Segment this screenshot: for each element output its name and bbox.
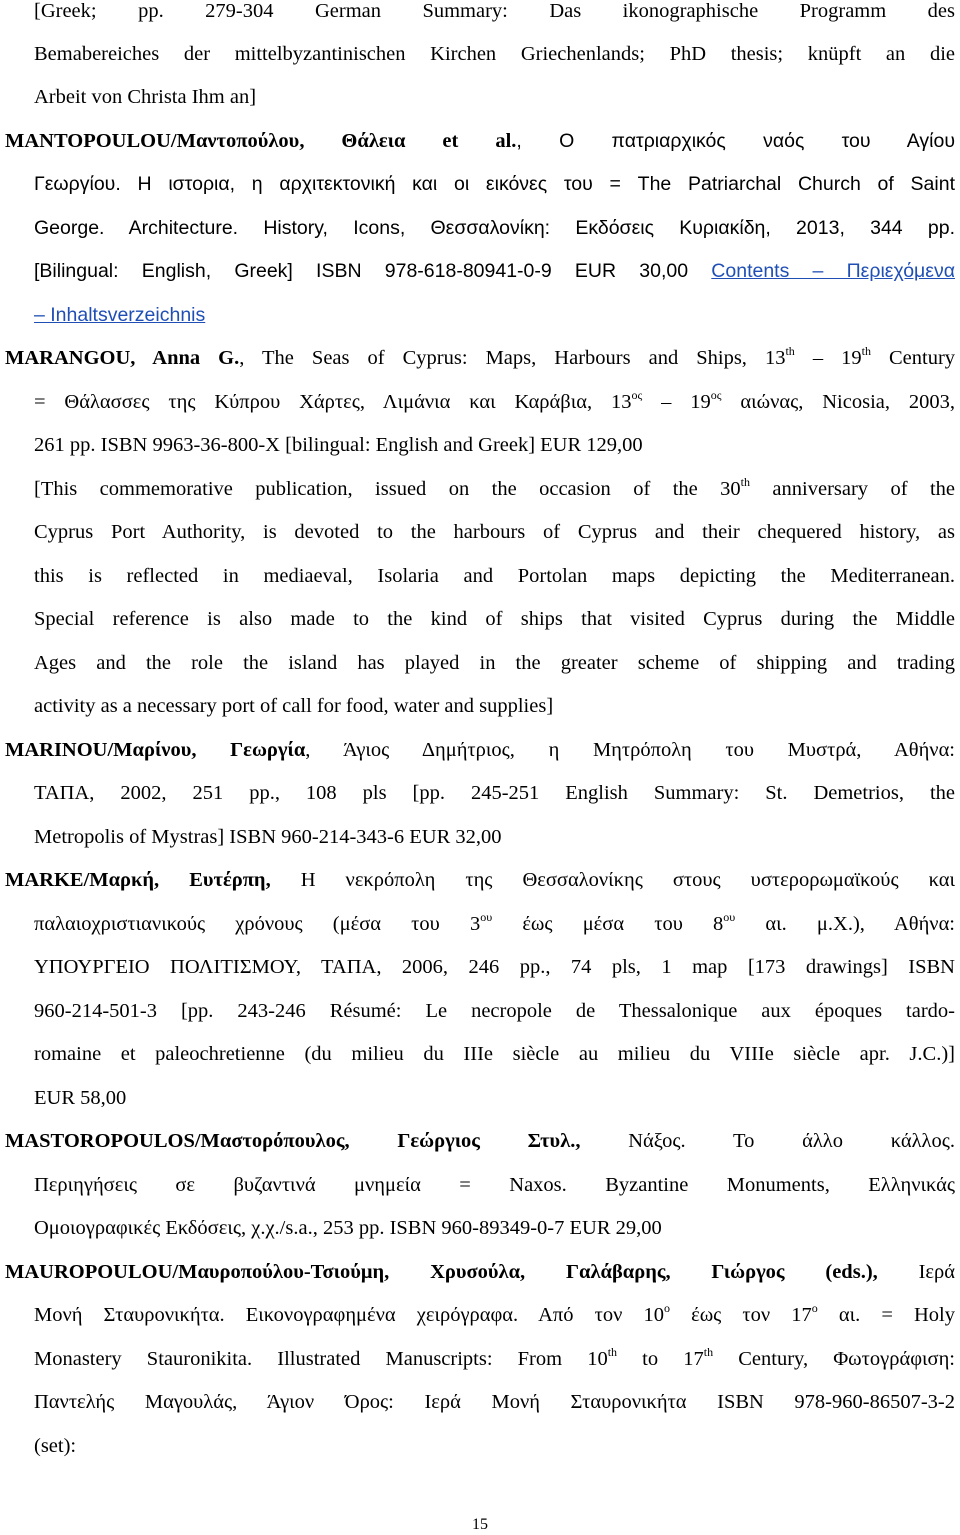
text-line: ΤΑΠΑ, 2002, 251 pp., 108 pls [pp. 245-251 English Summary: St. Demetrios, the: [34, 782, 955, 804]
text-line: romaine et paleochretienne (du milieu du IIIe siècle au milieu du VIIIe siècle apr. J.C.)]: [34, 1043, 955, 1065]
text-line: = Θάλασσες της Κύπρου Χάρτες, Λιμάνια και Καράβια, $13^{o\varsigma} - 19^{o\varsigma}$ αιώνας, Nicosia, 2003,: [34, 388, 955, 413]
text-line: George. Architecture. History, Icons, Θεσσαλονίκη: Εκδόσεις Κυριακίδη, 2013, 344 pp.: [34, 217, 955, 239]
author-name: MAUROPOULOU/Μαυροπούλου-Τσιούμη, Χρυσούλα, Γαλάβαρης, Γιώργος (eds.),: [5, 1261, 878, 1283]
text-line: Monastery Stauronikita. Illustrated Manuscripts: From 10th to 17th Century, Φωτογράφιση:: [34, 1345, 956, 1370]
author-name: MARKE/Μαρκή, Ευτέρπη,: [5, 869, 271, 891]
author-name: MANTOPOULOU/Μαντοπούλου, Θάλεια et al.: [5, 130, 517, 152]
entry-marangou: MARANGOU, Anna G., The Seas of Cyprus: Maps, Harbours and Ships, 13th – 19th Century: [5, 344, 956, 369]
entry-mantopoulou: MANTOPOULOU/Μαντοπούλου, Θάλεια et al., Ο πατριαρχικός ναός του Αγίου: [5, 130, 955, 152]
text-line: Περιηγήσεις σε βυζαντινά μνημεία = Naxos. Byzantine Monuments, Ελληνικάς: [34, 1174, 955, 1196]
text-line: [This commemorative publication, issued on the occasion of the 30th anniversary of the: [34, 475, 955, 500]
text-line: Special reference is also made to the kind of ships that visited Cyprus during the Middle: [34, 608, 955, 630]
text-line: EUR 58,00: [34, 1087, 127, 1109]
text-line: Bemabereiches der mittelbyzantinischen Kirchen Griechenlands; PhD thesis; knüpft an die: [34, 43, 955, 65]
text-line: Ομοιογραφικές Εκδόσεις, χ.χ./s.a., 253 pp. ISBN 960-89349-0-7 EUR 29,00: [34, 1217, 662, 1239]
text-line: (set):: [34, 1435, 77, 1457]
author-name: MARINOU/Μαρίνου, Γεωργία: [5, 739, 306, 761]
text-line: activity as a necessary port of call for food, water and supplies]: [34, 695, 554, 717]
author-name: MARANGOU, Anna G.: [5, 347, 240, 369]
text-line: Arbeit von Christa Ihm an]: [34, 86, 257, 108]
author-name: MASTOROPOULOS/Μαστορόπουλος, Γεώργιος Στυλ.,: [5, 1130, 581, 1152]
text-line: Cyprus Port Authority, is devoted to the harbours of Cyprus and their chequered history, as: [34, 521, 955, 543]
text-line: Μονή Σταυρονικήτα. Εικονογραφημένα χειρόγραφα. Από τον $10^o$ έως τον $17^o$ αι. = Holy: [34, 1301, 955, 1326]
text-line: Γεωργίου. Η ιστορια, η αρχιτεκτονική και οι εικόνες του = The Patriarchal Church of Saint: [34, 173, 955, 195]
text-line: [Greek; pp. 279-304 German Summary: Das ikonographische Programm des: [34, 0, 955, 22]
text-line: this is reflected in mediaeval, Isolaria and Portolan maps depicting the Mediterranean.: [34, 565, 955, 587]
text-line: Metropolis of Mystras] ISBN 960-214-343-6 EUR 32,00: [34, 826, 502, 848]
entry-mauropoulou: MAUROPOULOU/Μαυροπούλου-Τσιούμη, Χρυσούλα, Γαλάβαρης, Γιώργος (eds.), Ιερά: [5, 1261, 956, 1283]
entry-marinou: MARINOU/Μαρίνου, Γεωργία, Άγιος Δημήτριος, η Μητρόπολη του Μυστρά, Αθήνα:: [5, 739, 956, 761]
text-line: [Bilingual: English, Greek] ISBN 978-618-80941-0-9 EUR 30,00 Contents – Περιεχόμενα: [34, 260, 955, 282]
text-line: 960-214-501-3 [pp. 243-246 Résumé: Le necropole de Thessalonique aux époques tardo-: [34, 1000, 955, 1022]
text-line: [34, 299, 955, 331]
text-line: Παντελής Μαγουλάς, Άγιον Όρος: Ιερά Μονή Σταυρονικήτα ISBN 978-960-86507-3-2: [34, 1391, 955, 1413]
text-line: 261 pp. ISBN 9963-36-800-X [bilingual: English and Greek] EUR 129,00: [34, 434, 643, 456]
entry-mastoropoulos: MASTOROPOULOS/Μαστορόπουλος, Γεώργιος Στυλ., Νάξος. Το άλλο κάλλος.: [5, 1130, 955, 1152]
text-line: παλαιοχριστιανικούς χρόνους (μέσα του $3^{o\upsilon}$ έως μέσα του $8^{o\upsilon}$ αι. μ.Χ.), Αθήνα:: [34, 910, 955, 935]
entry-marke: MARKE/Μαρκή, Ευτέρπη, Η νεκρόπολη της Θεσσαλονίκης στους υστερορωμαϊκούς και: [5, 869, 956, 891]
page-number: 15: [472, 1516, 488, 1533]
contents-link-continued[interactable]: – Inhaltsverzeichnis: [34, 304, 206, 326]
text-line: Ages and the role the island has played in the greater scheme of shipping and trading: [34, 652, 955, 674]
text-line: ΥΠΟΥΡΓΕΙΟ ΠΟΛΙΤΙΣΜΟΥ, ΤΑΠΑ, 2006, 246 pp., 74 pls, 1 map [173 drawings] ISBN: [34, 956, 955, 978]
contents-link[interactable]: Contents – Περιεχόμενα: [711, 260, 955, 282]
